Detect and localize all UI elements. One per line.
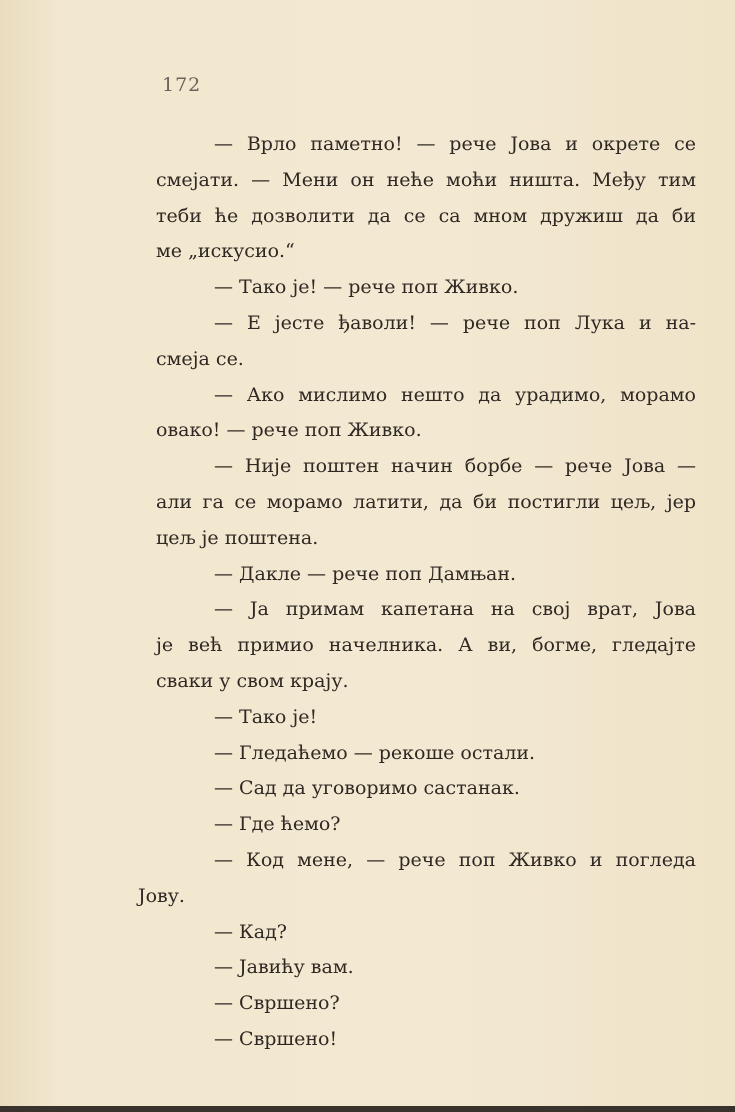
text-line: теби ће дозволити да се са мном дружиш да би [156, 204, 696, 227]
text-line: — Код мене, — рече поп Живко и погледа [214, 848, 696, 871]
text-line: — Свршено? [214, 992, 340, 1015]
text-line: — Свршено! [214, 1027, 338, 1050]
text-line: смеја се. [156, 347, 244, 370]
text-line: — Дакле — рече поп Дамњан. [214, 562, 517, 585]
page-number: 172 [162, 74, 202, 96]
text-line: ме „искусио.“ [156, 240, 295, 263]
text-line: цељ је поштена. [156, 526, 319, 549]
text-line: — Тако је! [214, 705, 318, 728]
text-line: — Е јесте ђаволи! — рече поп Лука и на- [214, 311, 696, 334]
body-text [138, 127, 696, 1058]
text-line: овако! — рече поп Живко. [156, 419, 422, 442]
text-line: је већ примио начелника. А ви, богме, гледајте [156, 634, 696, 657]
text-line: — Тако је! — рече поп Живко. [214, 276, 519, 299]
text-line: — Врло паметно! — рече Јова и окрете се [214, 133, 696, 155]
text-line: — Гледаћемо — рекоше остали. [214, 741, 536, 764]
text-line: сваки у свом крају. [156, 669, 349, 692]
text-line: — Сад да уговоримо састанак. [214, 777, 520, 800]
text-line: — Ја примам капетана на свој врат, Јова [214, 598, 696, 621]
text-line: — Ако мислимо нешто да урадимо, морамо [214, 383, 696, 406]
text-line: — Кад? [214, 920, 287, 943]
text-line: — Није поштен начин борбе — рече Јова — [214, 455, 696, 478]
text-line: Јову. [138, 884, 185, 907]
text-line: али га се морамо латити, да би постигли цељ, јер [156, 490, 696, 513]
text-line: смејати. — Мени он неће моћи ништа. Међу тим [156, 168, 696, 191]
text-line: — Где ћемо? [214, 813, 341, 836]
page-bottom-edge [0, 1106, 735, 1112]
text-line: — Јавићу вам. [214, 956, 354, 979]
